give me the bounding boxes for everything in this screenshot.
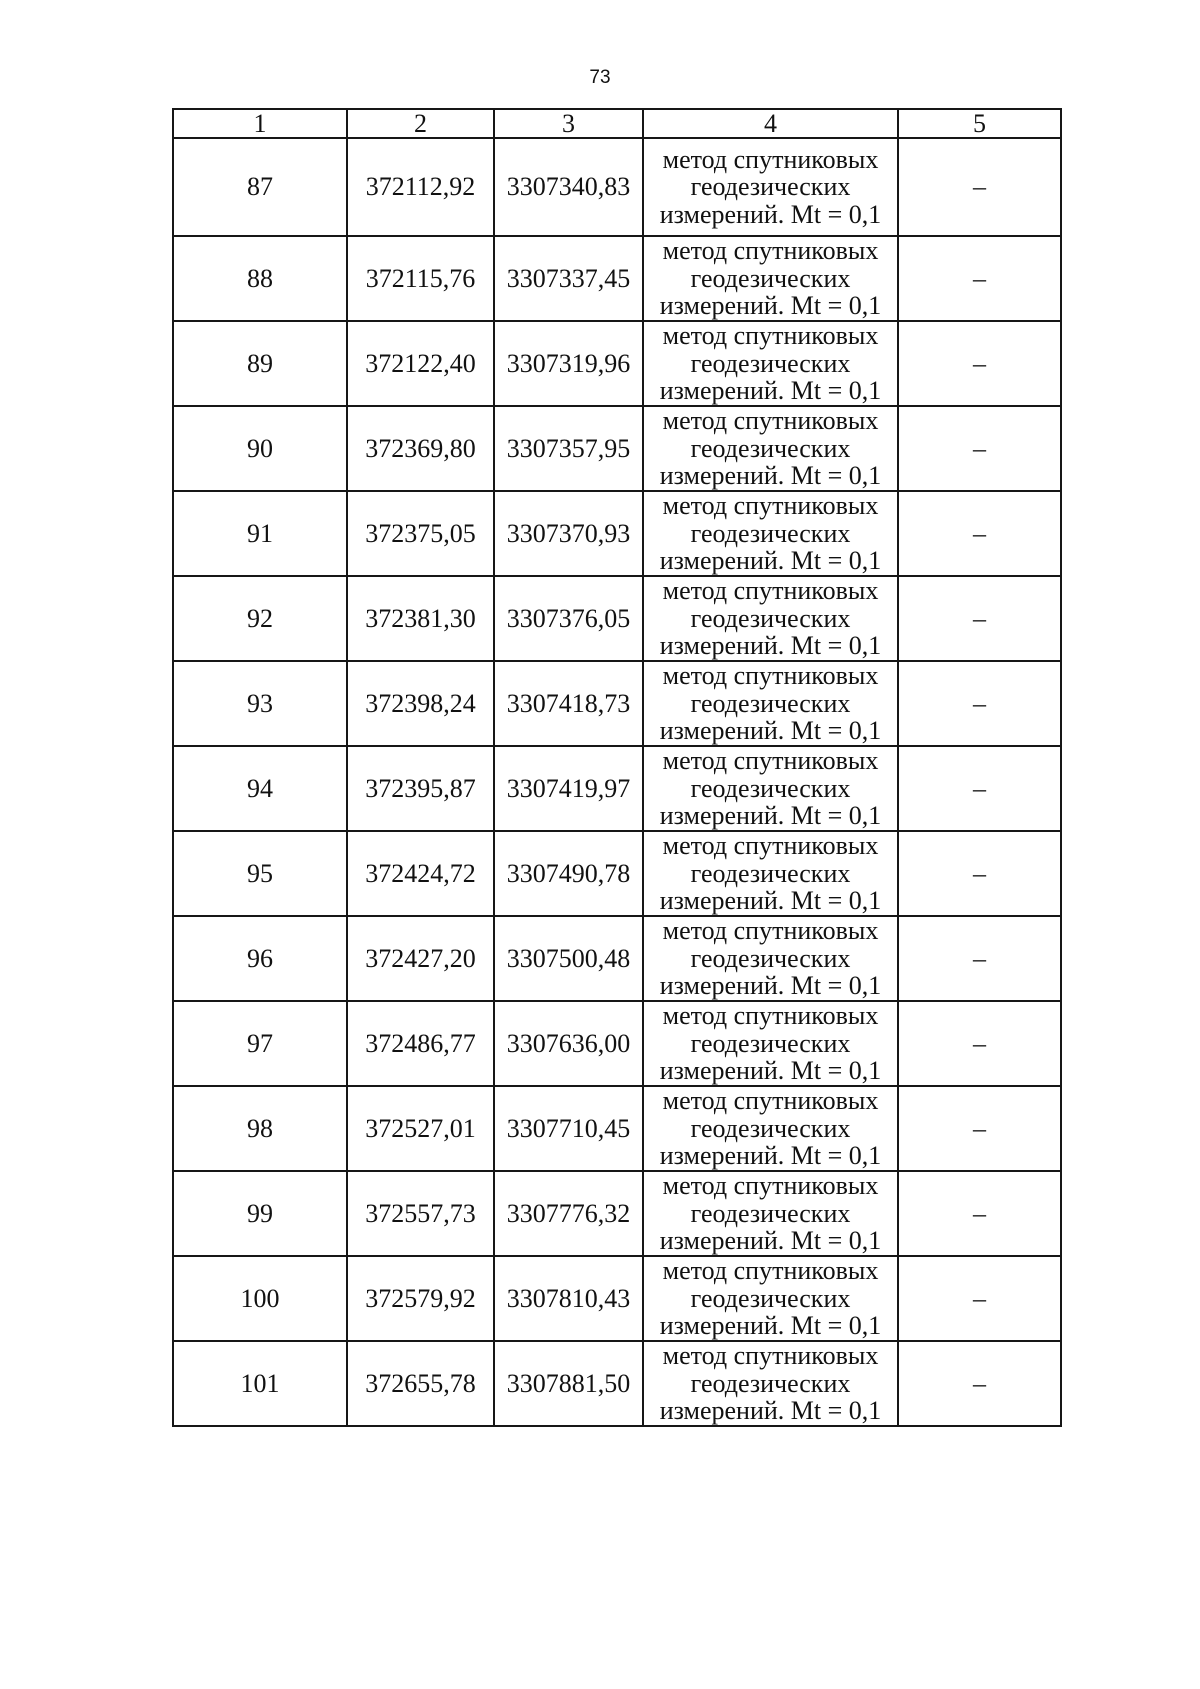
point-number-cell: 89 [173, 321, 347, 406]
header-row [173, 109, 1061, 138]
note-cell: – [898, 1171, 1061, 1256]
coordinate-col2-cell: 372381,30 [347, 576, 494, 661]
table-row [173, 1171, 1061, 1256]
point-number-cell: 87 [173, 138, 347, 236]
table-row [173, 1001, 1061, 1086]
method-line: метод спутниковых [662, 1341, 879, 1371]
note-cell: – [898, 138, 1061, 236]
header-col-3: 3 [494, 109, 643, 138]
table-row [173, 746, 1061, 831]
method-line: измерений. Mt = 0,1 [659, 631, 882, 661]
table-row [173, 406, 1061, 491]
method-line: геодезических [690, 263, 851, 293]
coordinates-table [172, 108, 1062, 1427]
method-line: метод спутниковых [662, 1171, 879, 1201]
coordinate-col2-cell: 372486,77 [347, 1001, 494, 1086]
note-cell: – [898, 236, 1061, 321]
method-line: измерений. Mt = 0,1 [659, 1056, 882, 1086]
coordinate-col3-cell: 3307319,96 [494, 321, 643, 406]
method-line: геодезических [690, 1198, 851, 1228]
method-line: геодезических [690, 943, 851, 973]
coordinate-col2-cell: 372527,01 [347, 1086, 494, 1171]
note-cell: – [898, 576, 1061, 661]
note-cell: – [898, 916, 1061, 1001]
method-cell [643, 406, 898, 491]
coordinate-col3-cell: 3307357,95 [494, 406, 643, 491]
method-line: геодезических [690, 518, 851, 548]
note-cell: – [898, 1341, 1061, 1426]
coordinate-col2-cell: 372375,05 [347, 491, 494, 576]
method-line: метод спутниковых [662, 144, 879, 174]
note-cell: – [898, 321, 1061, 406]
table-row [173, 831, 1061, 916]
method-line: геодезических [690, 1368, 851, 1398]
note-cell: – [898, 661, 1061, 746]
point-number-cell: 101 [173, 1341, 347, 1426]
table-row [173, 138, 1061, 236]
method-line: измерений. Mt = 0,1 [659, 801, 882, 831]
method-line: геодезических [690, 1028, 851, 1058]
point-number-cell: 88 [173, 236, 347, 321]
method-line: измерений. Mt = 0,1 [659, 1226, 882, 1256]
method-line: геодезических [690, 433, 851, 463]
method-line: метод спутниковых [662, 746, 879, 776]
method-line: метод спутниковых [662, 406, 879, 436]
method-line: метод спутниковых [662, 831, 879, 861]
method-cell [643, 576, 898, 661]
method-line: измерений. Mt = 0,1 [659, 716, 882, 746]
table-row [173, 236, 1061, 321]
coordinate-col3-cell: 3307337,45 [494, 236, 643, 321]
table-header [173, 109, 1061, 138]
method-cell [643, 1171, 898, 1256]
coordinate-col2-cell: 372112,92 [347, 138, 494, 236]
method-line: метод спутниковых [662, 321, 879, 351]
table-row [173, 321, 1061, 406]
coordinate-col3-cell: 3307776,32 [494, 1171, 643, 1256]
method-cell [643, 1256, 898, 1341]
method-line: метод спутниковых [662, 916, 879, 946]
method-cell [643, 661, 898, 746]
method-line: измерений. Mt = 0,1 [659, 199, 882, 229]
coordinate-col3-cell: 3307490,78 [494, 831, 643, 916]
point-number-cell: 100 [173, 1256, 347, 1341]
method-line: измерений. Mt = 0,1 [659, 376, 882, 406]
method-line: измерений. Mt = 0,1 [659, 291, 882, 321]
method-line: геодезических [690, 1283, 851, 1313]
point-number-cell: 92 [173, 576, 347, 661]
method-line: измерений. Mt = 0,1 [659, 546, 882, 576]
coordinate-col3-cell: 3307810,43 [494, 1256, 643, 1341]
method-line: геодезических [690, 858, 851, 888]
coordinate-col2-cell: 372655,78 [347, 1341, 494, 1426]
method-line: измерений. Mt = 0,1 [659, 971, 882, 1001]
coordinate-col2-cell: 372557,73 [347, 1171, 494, 1256]
note-cell: – [898, 831, 1061, 916]
method-cell [643, 1341, 898, 1426]
method-line: геодезических [690, 348, 851, 378]
coordinate-col3-cell: 3307370,93 [494, 491, 643, 576]
method-cell [643, 138, 898, 236]
coordinate-col2-cell: 372424,72 [347, 831, 494, 916]
method-cell [643, 916, 898, 1001]
method-cell [643, 1086, 898, 1171]
note-cell: – [898, 1086, 1061, 1171]
note-cell: – [898, 406, 1061, 491]
method-cell [643, 831, 898, 916]
header-col-2: 2 [347, 109, 494, 138]
point-number-cell: 90 [173, 406, 347, 491]
point-number-cell: 91 [173, 491, 347, 576]
coordinate-col3-cell: 3307419,97 [494, 746, 643, 831]
method-cell [643, 1001, 898, 1086]
method-cell [643, 491, 898, 576]
method-line: метод спутниковых [662, 236, 879, 266]
coordinate-col2-cell: 372122,40 [347, 321, 494, 406]
coordinate-col3-cell: 3307418,73 [494, 661, 643, 746]
header-col-1: 1 [173, 109, 347, 138]
coordinate-col3-cell: 3307881,50 [494, 1341, 643, 1426]
coordinate-col3-cell: 3307636,00 [494, 1001, 643, 1086]
header-col-4: 4 [643, 109, 898, 138]
table-row [173, 1256, 1061, 1341]
point-number-cell: 96 [173, 916, 347, 1001]
method-line: метод спутниковых [662, 1001, 879, 1031]
table-row [173, 1341, 1061, 1426]
method-line: метод спутниковых [662, 576, 879, 606]
point-number-cell: 97 [173, 1001, 347, 1086]
note-cell: – [898, 1256, 1061, 1341]
method-cell [643, 746, 898, 831]
note-cell: – [898, 491, 1061, 576]
table-row [173, 661, 1061, 746]
coordinate-col3-cell: 3307500,48 [494, 916, 643, 1001]
method-line: измерений. Mt = 0,1 [659, 1311, 882, 1341]
table-row [173, 916, 1061, 1001]
coordinate-col3-cell: 3307340,83 [494, 138, 643, 236]
method-line: метод спутниковых [662, 661, 879, 691]
header-col-5: 5 [898, 109, 1061, 138]
point-number-cell: 99 [173, 1171, 347, 1256]
method-line: измерений. Mt = 0,1 [659, 461, 882, 491]
method-line: метод спутниковых [662, 1086, 879, 1116]
method-line: геодезических [690, 603, 851, 633]
table-row [173, 576, 1061, 661]
point-number-cell: 93 [173, 661, 347, 746]
point-number-cell: 98 [173, 1086, 347, 1171]
method-cell [643, 321, 898, 406]
method-line: геодезических [690, 773, 851, 803]
method-line: измерений. Mt = 0,1 [659, 1396, 882, 1426]
table-row [173, 491, 1061, 576]
method-line: геодезических [690, 688, 851, 718]
note-cell: – [898, 746, 1061, 831]
point-number-cell: 94 [173, 746, 347, 831]
method-cell [643, 236, 898, 321]
table-row [173, 1086, 1061, 1171]
note-cell: – [898, 1001, 1061, 1086]
coordinate-col2-cell: 372395,87 [347, 746, 494, 831]
method-line: метод спутниковых [662, 1256, 879, 1286]
coordinate-col2-cell: 372427,20 [347, 916, 494, 1001]
page-number: 73 [589, 67, 611, 88]
coordinate-col3-cell: 3307376,05 [494, 576, 643, 661]
method-line: измерений. Mt = 0,1 [659, 886, 882, 916]
method-line: геодезических [690, 1113, 851, 1143]
coordinate-col2-cell: 372398,24 [347, 661, 494, 746]
method-line: измерений. Mt = 0,1 [659, 1141, 882, 1171]
method-line: метод спутниковых [662, 491, 879, 521]
coordinate-col2-cell: 372115,76 [347, 236, 494, 321]
table-body [173, 138, 1061, 1426]
point-number-cell: 95 [173, 831, 347, 916]
coordinate-col2-cell: 372579,92 [347, 1256, 494, 1341]
coordinate-col2-cell: 372369,80 [347, 406, 494, 491]
coordinate-col3-cell: 3307710,45 [494, 1086, 643, 1171]
method-line: геодезических [690, 172, 851, 202]
